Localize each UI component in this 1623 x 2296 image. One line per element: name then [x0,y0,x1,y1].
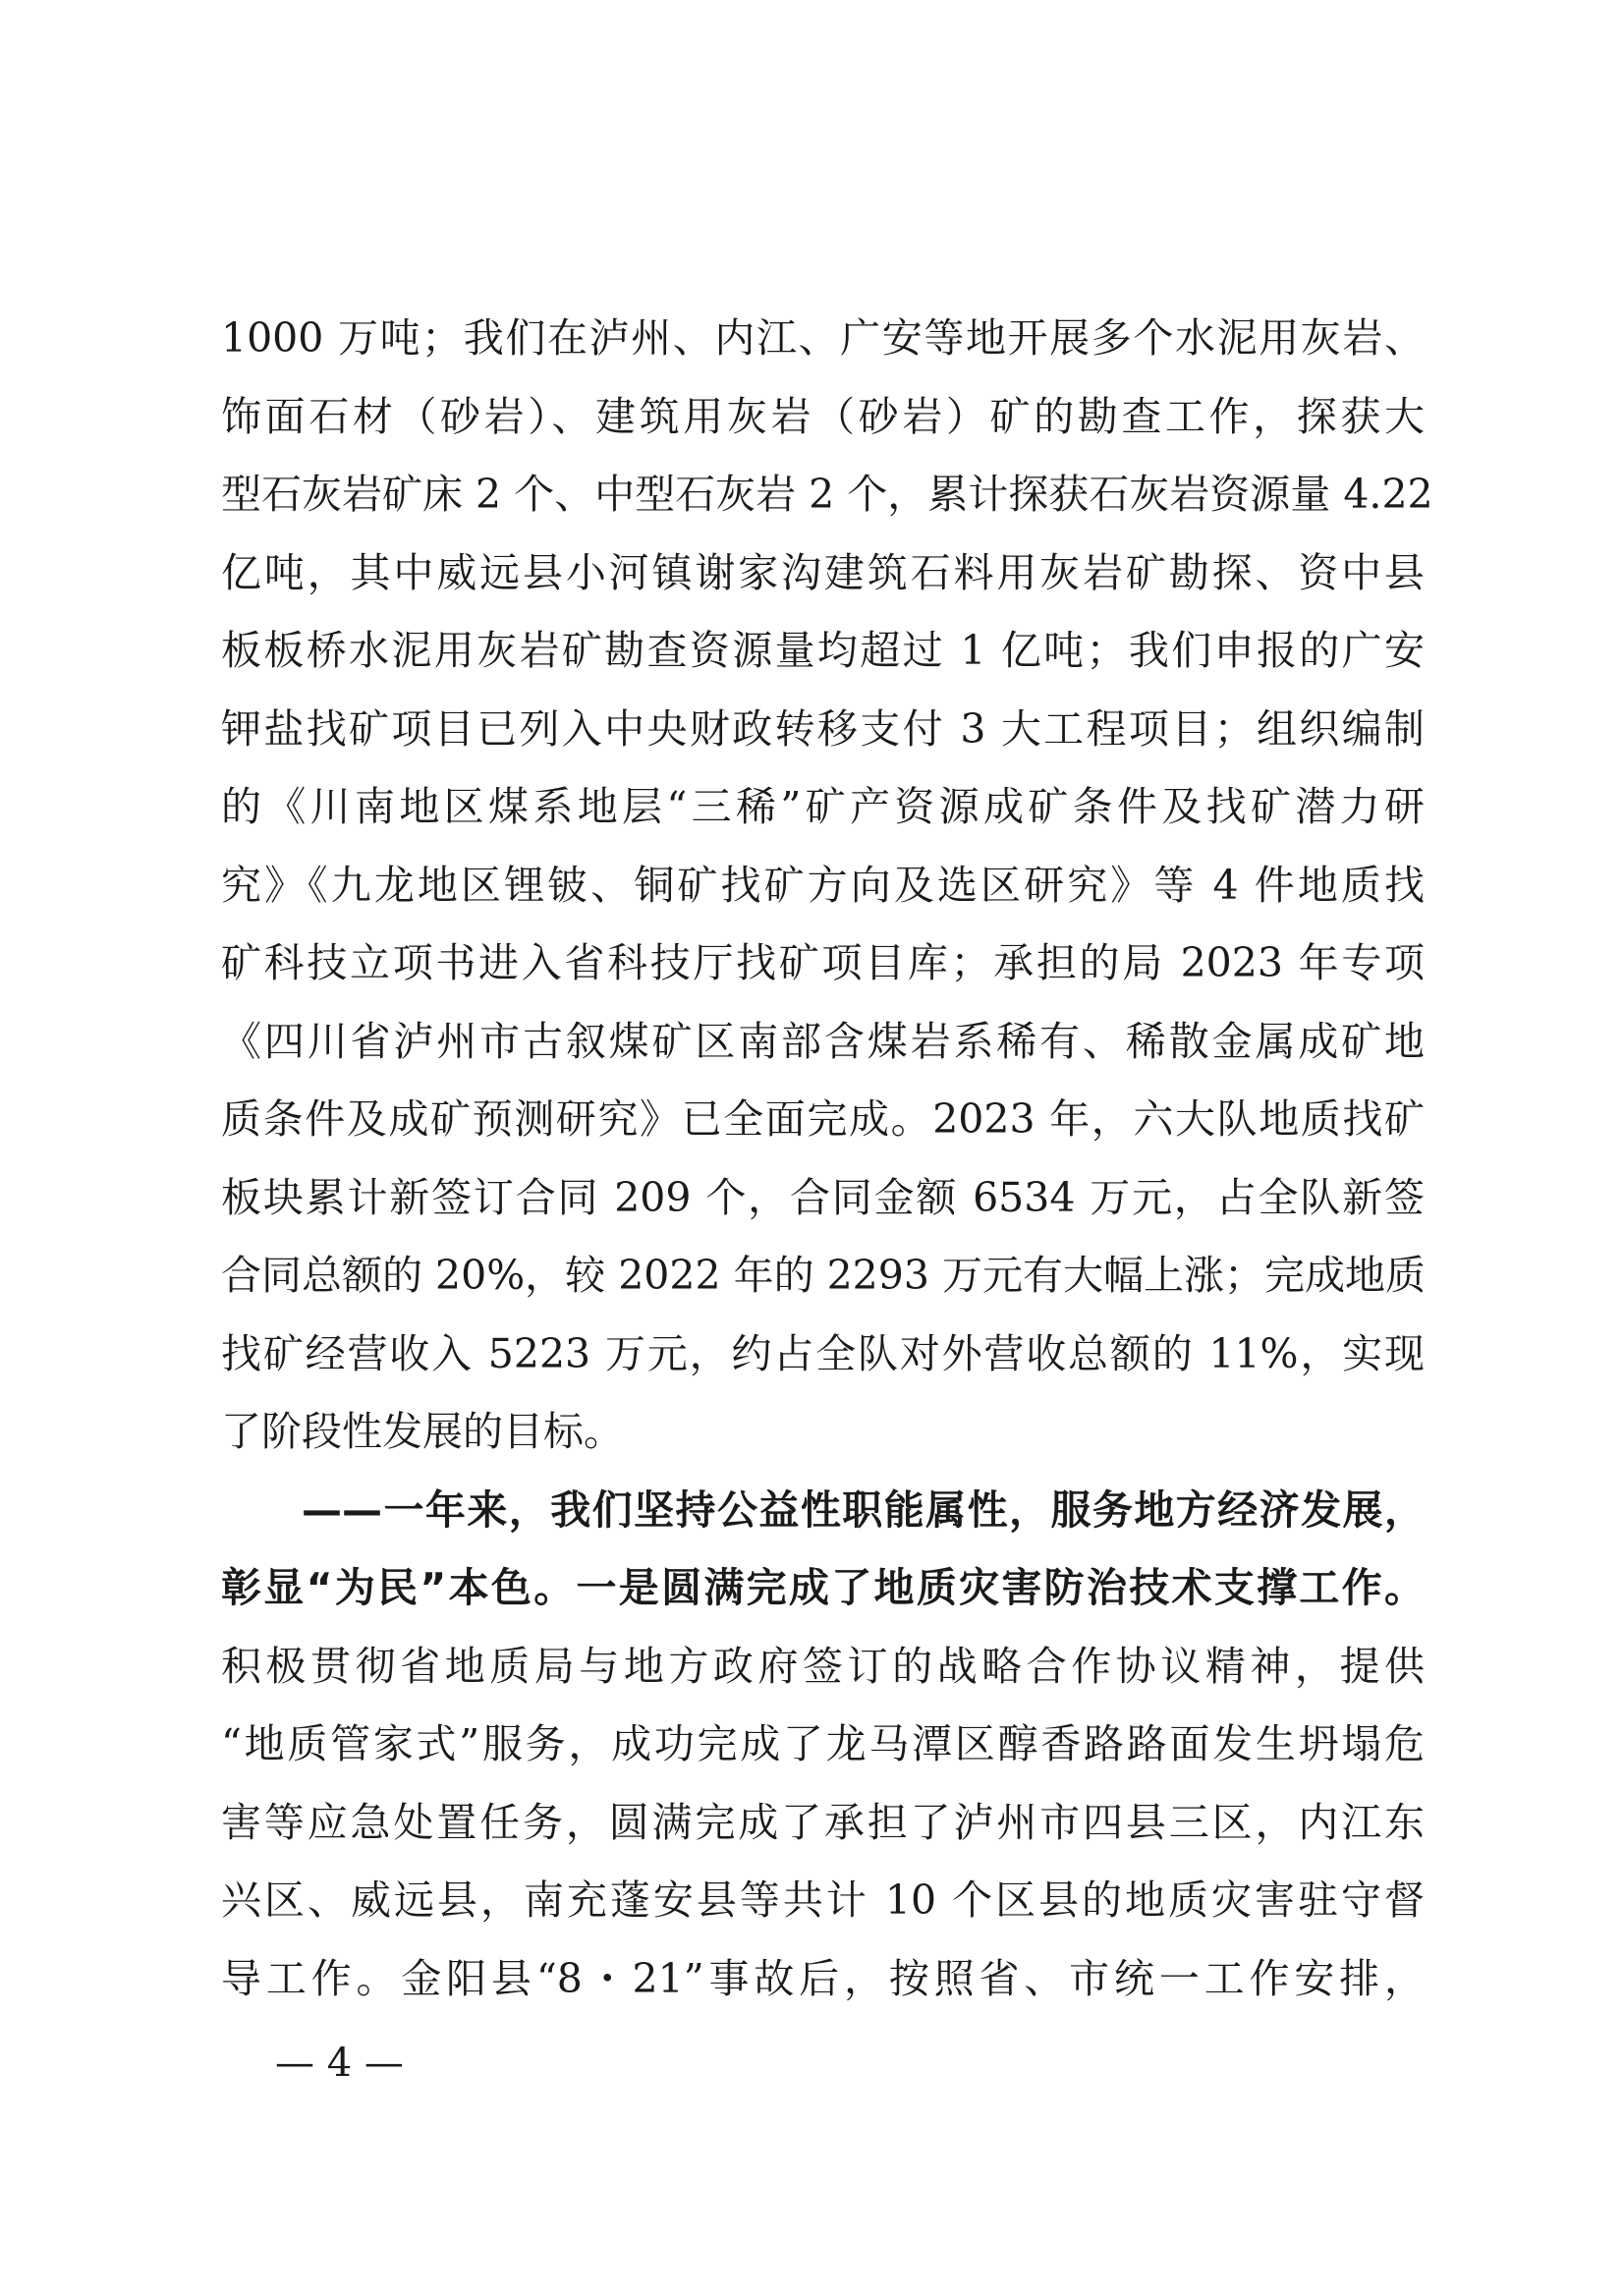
text-line: 亿吨，其中威远县小河镇谢家沟建筑石料用灰岩矿勘探、资中县 [221,548,1425,596]
text-line: “地质管家式”服务，成功完成了龙马潭区醇香路路面发生坍塌危 [221,1720,1425,1767]
text-line: 了阶段性发展的目标。 [221,1408,624,1455]
text-line: 《四川省泸州市古叙煤矿区南部含煤岩系稀有、稀散金属成矿地 [221,1017,1425,1065]
text-line: 究》《九龙地区锂铍、铜矿找矿方向及选区研究》等 4 件地质找 [221,861,1425,909]
text-line: 1000 万吨；我们在泸州、内江、广安等地开展多个水泥用灰岩、 [221,314,1425,362]
text-line: 板板桥水泥用灰岩矿勘查资源量均超过 1 亿吨；我们申报的广安 [221,627,1425,674]
text-line: 型石灰岩矿床 2 个、中型石灰岩 2 个，累计探获石灰岩资源量 4.22 [221,471,1433,518]
text-line: 积极贯彻省地质局与地方政府签订的战略合作协议精神，提供 [221,1642,1425,1690]
text-line: 的《川南地区煤系地层“三稀”矿产资源成矿条件及找矿潜力研 [221,783,1425,830]
text-line: 合同总额的 20%，较 2022 年的 2293 万元有大幅上涨；完成地质 [221,1252,1426,1299]
text-line: 质条件及成矿预测研究》已全面完成。2023 年，六大队地质找矿 [221,1095,1425,1143]
text-line: 兴区、威远县，南充蓬安县等共计 10 个区县的地质灾害驻守督 [221,1876,1425,1924]
text-line: 板块累计新签订合同 209 个，合同金额 6534 万元，占全队新签 [221,1173,1425,1221]
body-text [221,300,1433,2018]
text-line: 矿科技立项书进入省科技厅找矿项目库；承担的局 2023 年专项 [221,939,1425,986]
text-line: 害等应急处置任务，圆满完成了承担了泸州市四县三区，内江东 [221,1798,1425,1846]
text-line: 导工作。金阳县“8・21”事故后，按照省、市统一工作安排， [221,1954,1425,2002]
text-line: 饰面石材（砂岩）、建筑用灰岩（砂岩）矿的勘查工作，探获大 [221,392,1425,440]
section-heading-line: ——一年来，我们坚持公益性职能属性，服务地方经济发展， [302,1485,1425,1534]
text-line: 钾盐找矿项目已列入中央财政转移支付 3 大工程项目；组织编制 [221,704,1425,753]
page-number: — 4 — [275,2041,404,2086]
text-line: 找矿经营收入 5223 万元，约占全队对外营收总额的 11%，实现 [221,1329,1425,1377]
section-heading-line: 彰显“为民”本色。一是圆满完成了地质灾害防治技术支撑工作。 [221,1564,1425,1611]
